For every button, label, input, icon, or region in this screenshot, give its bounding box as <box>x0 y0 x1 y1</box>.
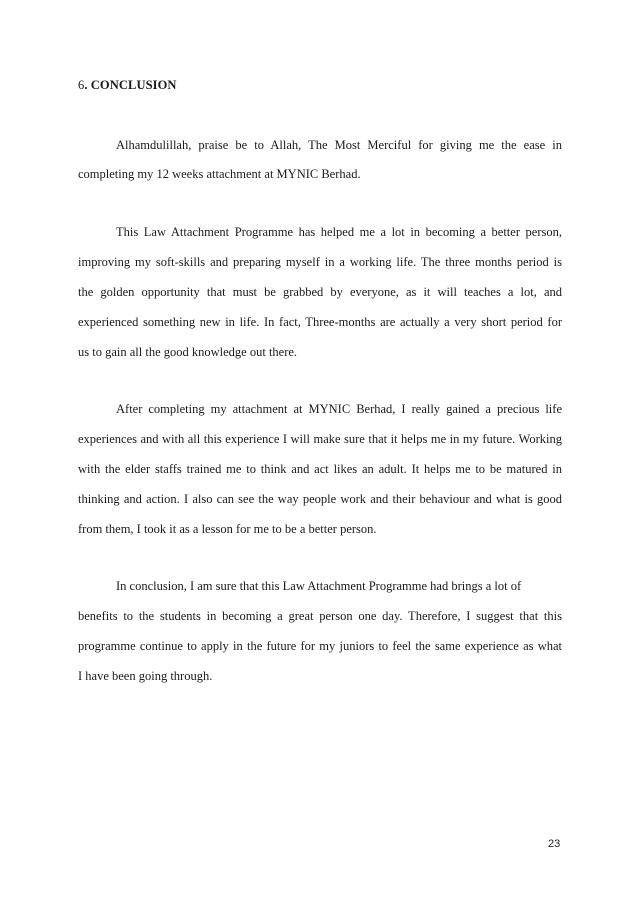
paragraph-line: I have been going through. <box>78 669 213 683</box>
paragraph-line: This Law Attachment Programme has helped me a lot in becoming a better person, <box>116 225 562 239</box>
paragraph-line: benefits to the students in becoming a great person one day. Therefore, I suggest that this <box>78 609 562 623</box>
paragraph-line: thinking and action. I also can see the way people work and their behaviour and what is good <box>78 492 562 506</box>
paragraph-line: with the elder staffs trained me to think and act likes an adult. It helps me to be matured in <box>78 462 562 476</box>
paragraph-line: us to gain all the good knowledge out there. <box>78 345 298 359</box>
page-number: 23 <box>548 838 561 850</box>
paragraph-line: experiences and with all this experience I will make sure that it helps me in my future. Working <box>78 432 562 446</box>
section-heading <box>78 78 177 93</box>
paragraph-line: from them, I took it as a lesson for me to be a better person. <box>78 522 377 536</box>
paragraph-line: experienced something new in life. In fact, Three-months are actually a very short period for <box>78 315 562 329</box>
paragraph-line: the golden opportunity that must be grabbed by everyone, as it will teaches a lot, and <box>78 285 562 299</box>
paragraph-line: completing my 12 weeks attachment at MYNIC Berhad. <box>78 167 361 181</box>
section-number: 6 <box>78 78 85 92</box>
section-title: . CONCLUSION <box>84 78 177 92</box>
paragraph-line: improving my soft-skills and preparing myself in a working life. The three months period is <box>78 255 562 269</box>
paragraph-line: programme continue to apply in the future for my juniors to feel the same experience as what <box>78 639 562 653</box>
paragraph-line: Alhamdulillah, praise be to Allah, The Most Merciful for giving me the ease in <box>116 138 562 152</box>
paragraph-line: After completing my attachment at MYNIC Berhad, I really gained a precious life <box>116 402 562 416</box>
paragraph-line: In conclusion, I am sure that this Law Attachment Programme had brings a lot of <box>116 579 522 593</box>
